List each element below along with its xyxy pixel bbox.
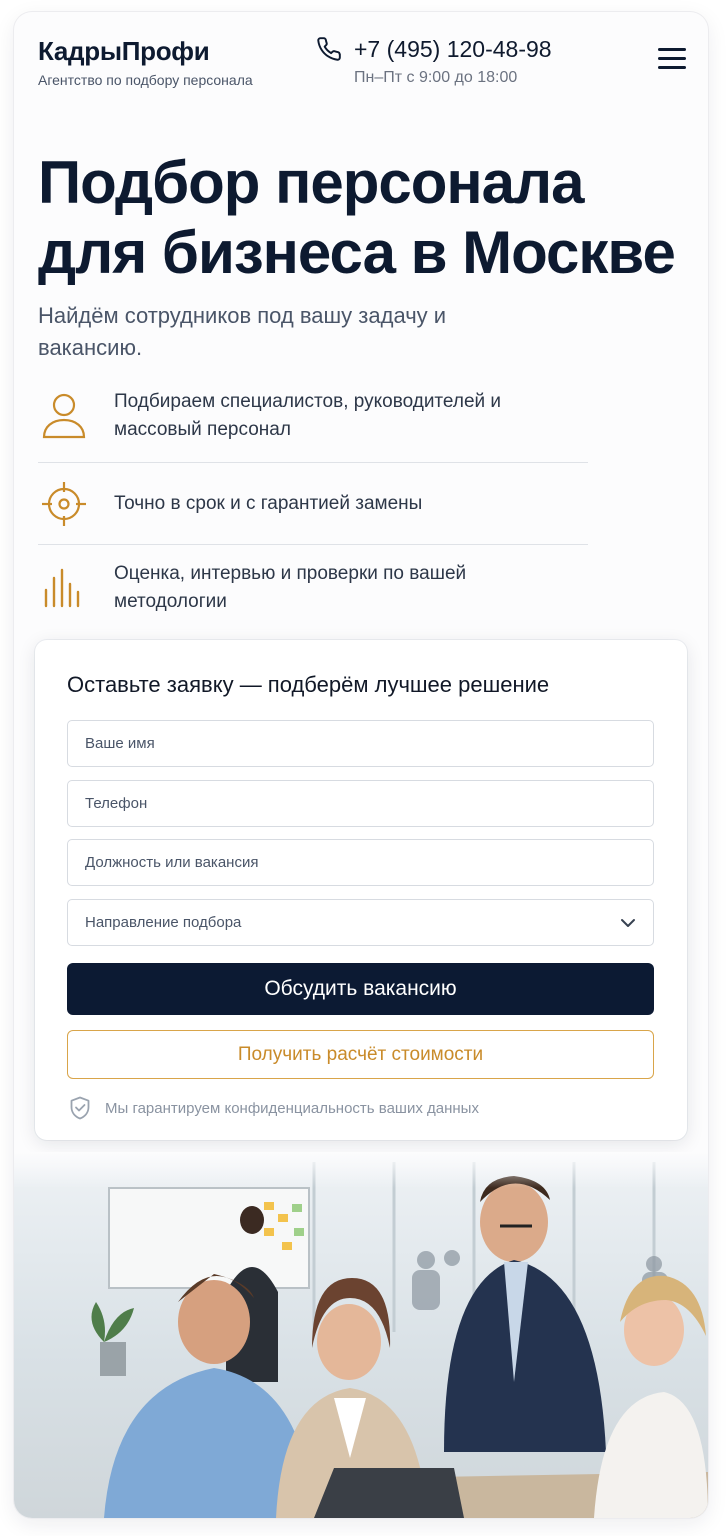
page-title-line2: для бизнеса в Москве bbox=[38, 219, 675, 286]
bars-chart-icon bbox=[38, 562, 90, 614]
feature-text: Точно в срок и с гарантией замены bbox=[114, 493, 423, 514]
phone-input[interactable] bbox=[67, 780, 654, 827]
phone-number-link[interactable]: +7 (495) 120-48-98 bbox=[354, 36, 552, 62]
feature-item-deadline bbox=[38, 478, 588, 530]
page-title bbox=[38, 148, 678, 288]
phone-icon bbox=[316, 36, 342, 62]
position-input[interactable] bbox=[67, 839, 654, 886]
burger-menu-icon[interactable] bbox=[658, 48, 686, 72]
form-title: Оставьте заявку — подберём лучшее решение bbox=[67, 672, 550, 697]
feature-text: Подбираем специалистов, руководителей и массовый персонал bbox=[114, 391, 502, 440]
logo-tagline: Агентство по подбору персонала bbox=[38, 72, 253, 88]
working-hours: Пн–Пт с 9:00 до 18:00 bbox=[354, 69, 518, 86]
feature-text: Оценка, интервью и проверки по вашей методологии bbox=[114, 563, 467, 612]
person-icon bbox=[38, 390, 90, 442]
shield-check-icon bbox=[69, 1096, 91, 1120]
privacy-text: Мы гарантируем конфиденциальность ваших данных bbox=[105, 1099, 479, 1117]
feature-item-assessment bbox=[38, 560, 588, 616]
request-form-card bbox=[35, 640, 687, 1140]
chevron-down-icon bbox=[620, 918, 636, 928]
name-input[interactable] bbox=[67, 720, 654, 767]
target-icon bbox=[38, 478, 90, 530]
privacy-note bbox=[69, 1096, 479, 1120]
office-team-photo bbox=[14, 1152, 708, 1518]
hero-subtitle: Найдём сотрудников под вашу задачу и вакансию. bbox=[38, 303, 447, 360]
direction-select-label: Направление подбора bbox=[85, 914, 242, 931]
get-cost-button[interactable]: Получить расчёт стоимости bbox=[67, 1030, 654, 1079]
logo[interactable]: КадрыПрофи bbox=[38, 36, 210, 66]
divider bbox=[38, 544, 588, 545]
page-frame bbox=[14, 12, 708, 1518]
discuss-vacancy-button[interactable]: Обсудить вакансию bbox=[67, 963, 654, 1015]
divider bbox=[38, 462, 588, 463]
page-title-line1: Подбор персонала bbox=[38, 149, 584, 216]
direction-select[interactable] bbox=[67, 899, 654, 946]
feature-item-specialists bbox=[38, 388, 588, 444]
